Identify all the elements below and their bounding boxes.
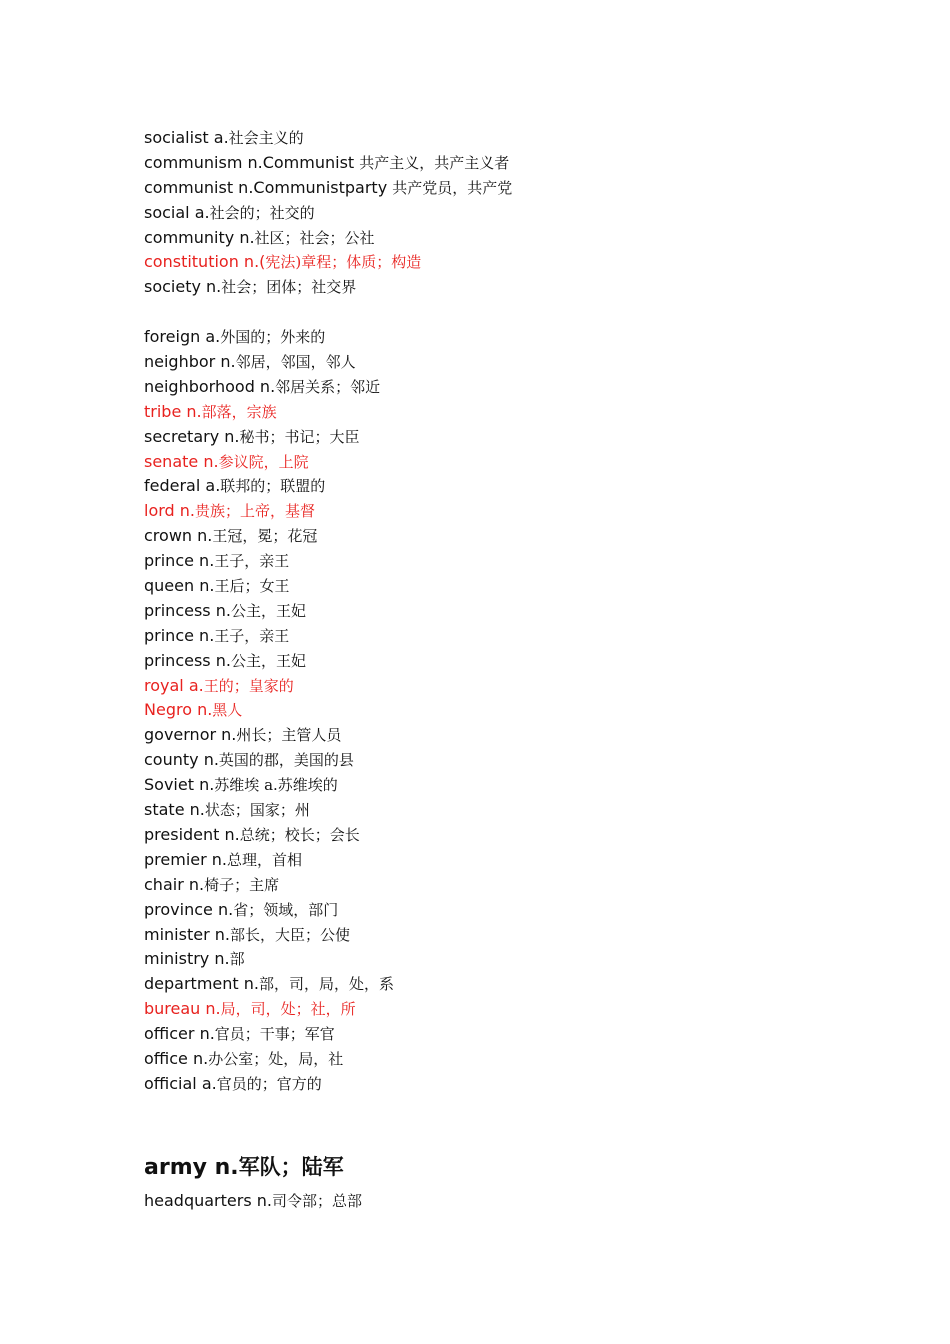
entry-chinese: 宪法)章程；体质；构造 [265, 253, 422, 272]
entry-chinese: 联邦的；联盟的 [220, 477, 326, 496]
vocab-entry [144, 798, 844, 823]
spacer [144, 300, 844, 325]
entry-english: lord n. [144, 501, 195, 521]
entry-chinese: 黑人 [212, 701, 243, 720]
entry-chinese: 总理，首相 [227, 850, 303, 869]
heading-english: army n. [144, 1154, 239, 1180]
entry-english: foreign a. [144, 327, 221, 347]
entry-english: county n. [144, 750, 219, 770]
vocab-entry [144, 1189, 844, 1214]
entry-english: communist n.Communistparty [144, 177, 393, 197]
vocab-entry [144, 499, 844, 524]
entry-english: community n. [144, 227, 255, 247]
vocab-entry [144, 1047, 844, 1072]
entry-chinese: 王子，亲王 [214, 552, 290, 571]
entry-chinese: 秘书；书记；大臣 [239, 427, 360, 446]
vocab-entry [144, 450, 844, 475]
entry-english: province n. [144, 899, 234, 919]
entry-chinese: 邻居关系；邻近 [275, 377, 381, 396]
entry-english: crown n. [144, 526, 213, 546]
entry-english: Negro n. [144, 700, 213, 720]
entry-chinese: 社会的；社交的 [209, 203, 315, 222]
vocab-entry [144, 972, 844, 997]
entry-english: headquarters n. [144, 1190, 272, 1210]
vocab-entry [144, 1022, 844, 1047]
vocab-entry [144, 325, 844, 350]
entry-chinese: 英国的郡，美国的县 [218, 751, 354, 770]
vocab-entry [144, 549, 844, 574]
entry-english: prince n. [144, 551, 215, 571]
entry-chinese: 公主，王妃 [230, 601, 306, 620]
entry-english: prince n. [144, 625, 215, 645]
vocab-group-1 [144, 126, 844, 300]
entry-chinese: 椅子；主席 [204, 875, 280, 894]
vocab-entry [144, 823, 844, 848]
vocab-entry [144, 674, 844, 699]
vocab-entry [144, 873, 844, 898]
entry-chinese: 苏维埃 a.苏维埃的 [214, 776, 338, 795]
entry-english: neighborhood n. [144, 376, 276, 396]
entry-english: office n. [144, 1048, 209, 1068]
entry-english: princess n. [144, 600, 231, 620]
vocab-entry [144, 574, 844, 599]
vocab-entry [144, 474, 844, 499]
entry-chinese: 社会主义的 [228, 129, 304, 147]
entry-chinese: 社区；社会；公社 [254, 228, 375, 247]
vocab-entry [144, 375, 844, 400]
entry-english: senate n. [144, 451, 219, 471]
vocab-entry [144, 698, 844, 723]
vocab-group-3 [144, 1189, 844, 1214]
entry-chinese: 邻居，邻国，邻人 [235, 353, 356, 372]
vocab-entry [144, 275, 844, 300]
entry-english: society n. [144, 277, 222, 297]
entry-chinese: 部落，宗族 [201, 402, 277, 421]
entry-chinese: 局，司，处；社，所 [220, 1000, 356, 1019]
vocab-entry [144, 773, 844, 798]
entry-chinese: 部长，大臣；公使 [229, 925, 350, 944]
entry-english: socialist a. [144, 128, 229, 147]
vocab-entry [144, 723, 844, 748]
entry-english: Soviet n. [144, 775, 215, 795]
entry-english: communism n.Communist [144, 152, 360, 172]
vocab-entry [144, 923, 844, 948]
entry-english: chair n. [144, 874, 205, 894]
vocab-entry [144, 1072, 844, 1097]
entry-chinese: 共产党员，共产党 [392, 178, 513, 197]
vocab-entry [144, 226, 844, 251]
vocab-entry [144, 126, 844, 151]
vocab-entry [144, 649, 844, 674]
entry-english: tribe n. [144, 401, 202, 421]
entry-english: minister n. [144, 924, 230, 944]
heading-chinese: 军队；陆军 [238, 1154, 344, 1179]
entry-chinese: 贵族；上帝，基督 [195, 502, 316, 521]
entry-english: queen n. [144, 576, 215, 596]
entry-chinese: 王子，亲王 [214, 626, 290, 645]
entry-chinese: 状态；国家；州 [204, 801, 310, 820]
vocab-entry [144, 400, 844, 425]
vocab-entry [144, 997, 844, 1022]
vocab-entry [144, 250, 844, 275]
entry-english: president n. [144, 824, 240, 844]
vocab-group-2 [144, 325, 844, 1097]
entry-english: royal a. [144, 675, 204, 695]
entry-chinese: 部，司，局，处，系 [258, 975, 394, 994]
entry-chinese: 王的；皇家的 [203, 676, 294, 695]
entry-chinese: 司令部；总部 [271, 1191, 362, 1210]
entry-english: neighbor n. [144, 352, 236, 372]
section-heading [144, 1149, 844, 1185]
vocab-entry [144, 350, 844, 375]
entry-chinese: 社会；团体；社交界 [221, 278, 357, 297]
entry-chinese: 官员的；官方的 [216, 1074, 322, 1093]
entry-chinese: 省；领域，部门 [233, 900, 339, 919]
entry-english: federal a. [144, 476, 221, 496]
entry-english: princess n. [144, 650, 231, 670]
entry-english: governor n. [144, 725, 237, 745]
entry-english: official a. [144, 1073, 217, 1093]
entry-chinese: 州长；主管人员 [236, 726, 342, 745]
entry-english: officer n. [144, 1024, 215, 1044]
entry-chinese: 参议院，上院 [218, 452, 309, 471]
entry-chinese: 共产主义，共产主义者 [359, 153, 510, 172]
entry-english: ministry n. [144, 949, 230, 969]
entry-chinese: 王后；女王 [214, 577, 290, 596]
document-page [144, 126, 844, 1214]
vocab-entry [144, 748, 844, 773]
vocab-entry [144, 848, 844, 873]
entry-chinese: 王冠，冕；花冠 [212, 527, 318, 546]
entry-chinese: 官员；干事；军官 [214, 1025, 335, 1044]
vocab-entry [144, 624, 844, 649]
entry-english: state n. [144, 800, 205, 820]
vocab-entry [144, 524, 844, 549]
vocab-entry [144, 425, 844, 450]
vocab-entry [144, 176, 844, 201]
vocab-entry [144, 947, 844, 972]
vocab-entry [144, 201, 844, 226]
entry-english: social a. [144, 202, 210, 222]
entry-english: secretary n. [144, 426, 240, 446]
vocab-entry [144, 898, 844, 923]
entry-chinese: 外国的；外来的 [220, 328, 326, 347]
entry-english: constitution n.( [144, 252, 266, 272]
entry-chinese: 部 [229, 950, 245, 969]
entry-chinese: 办公室；处，局，社 [208, 1049, 344, 1068]
entry-english: department n. [144, 974, 259, 994]
entry-english: bureau n. [144, 999, 221, 1019]
entry-chinese: 总统；校长；会长 [239, 825, 360, 844]
vocab-entry [144, 151, 844, 176]
entry-english: premier n. [144, 849, 227, 869]
vocab-entry [144, 599, 844, 624]
entry-chinese: 公主，王妃 [230, 651, 306, 670]
